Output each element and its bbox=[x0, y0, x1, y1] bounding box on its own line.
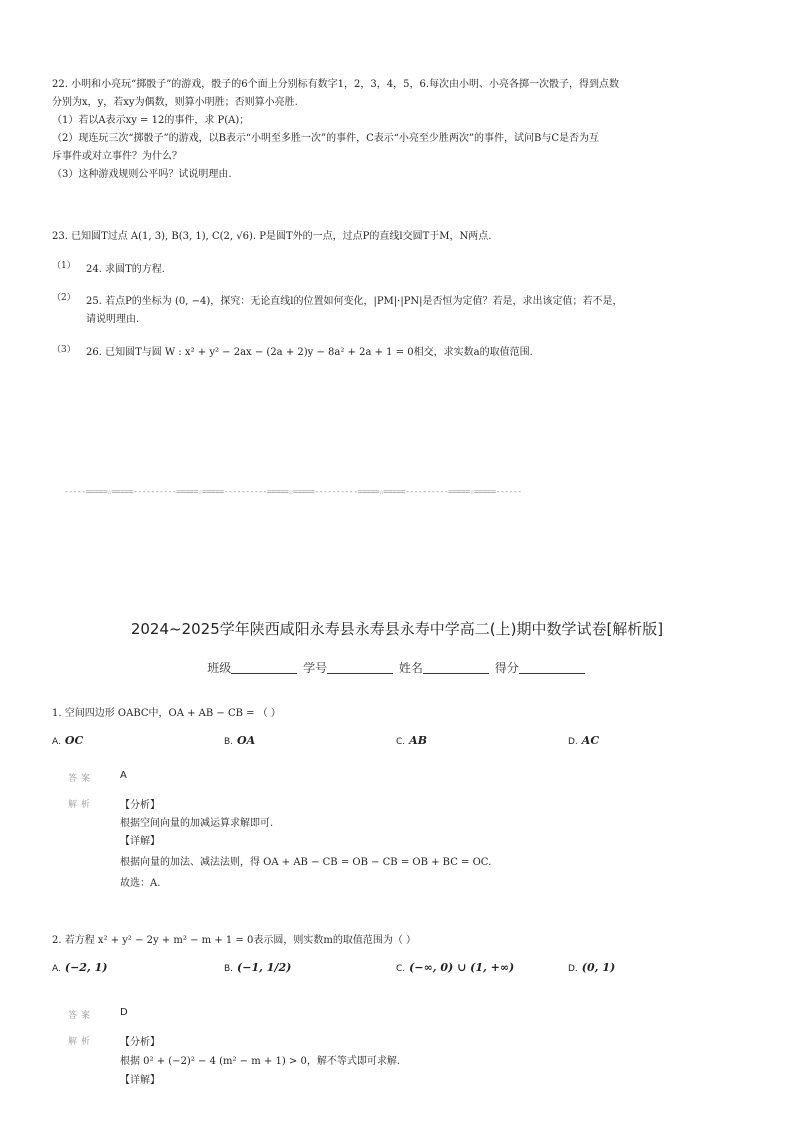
option-text: OA bbox=[237, 734, 256, 747]
q23-sub2-line-1: 25. 若点P的坐标为 (0, −4)，探究：无论直线l的位置如何变化，|PM|·|PN|是否恒为定值？若是，求出该定值；若不是， bbox=[86, 296, 623, 307]
q1-option-b[interactable] bbox=[224, 734, 255, 747]
q22-line-1: 22. 小明和小亮玩“掷骰子”的游戏，骰子的6个面上分别标有数字1，2，3，4，5，6.每次由小明、小亮各掷一次骰子，得到点数 bbox=[52, 79, 620, 90]
q1-analysis-head: 【分析】 bbox=[120, 800, 160, 811]
field-score-blank[interactable] bbox=[519, 661, 585, 674]
option-text: (0, 1) bbox=[581, 961, 616, 974]
student-info-row bbox=[0, 659, 794, 676]
q23-sub1: 24. 求圆T的方程. bbox=[86, 264, 165, 275]
option-text: (−2, 1) bbox=[64, 961, 108, 974]
option-label: B. bbox=[224, 737, 234, 747]
option-label: A. bbox=[52, 964, 61, 974]
q1-analysis-label: 解析 bbox=[68, 800, 95, 810]
q1-analysis-text: 根据空间向量的加减运算求解即可. bbox=[120, 818, 274, 829]
option-text: AC bbox=[581, 734, 600, 747]
q1-detail-text: 根据向量的加法、减法法则，得 OA + AB − CB = OB − CB = OB + BC = OC. bbox=[120, 857, 492, 868]
q1-option-c[interactable] bbox=[396, 734, 427, 747]
q2-analysis-head: 【分析】 bbox=[120, 1037, 160, 1048]
q2-option-d[interactable] bbox=[568, 961, 615, 974]
q23-sub1-number: （1） bbox=[52, 261, 76, 271]
option-label: D. bbox=[568, 964, 578, 974]
field-class-label: 班级 bbox=[207, 661, 232, 675]
q1-conclusion: 故选：A. bbox=[120, 878, 161, 889]
field-class-blank[interactable] bbox=[231, 661, 297, 674]
option-label: D. bbox=[568, 737, 578, 747]
option-text: AB bbox=[409, 734, 427, 747]
q23-stem: 23. 已知圆T过点 A(1, 3), B(3, 1), C(2, √6). P是圆T外的一点，过点P的直线l交圆T于M，N两点. bbox=[52, 231, 492, 242]
q23-sub3: 26. 已知圆T与圆 W : x² + y² − 2ax − (2a + 2)y − 8a² + 2a + 1 = 0相交，求实数a的取值范围. bbox=[86, 347, 533, 358]
option-label: A. bbox=[52, 737, 61, 747]
option-label: C. bbox=[396, 737, 406, 747]
q2-analysis-label: 解析 bbox=[68, 1037, 95, 1047]
field-name-blank[interactable] bbox=[423, 661, 489, 674]
q23-sub2-number: （2） bbox=[52, 293, 76, 303]
option-text: (−1, 1/2) bbox=[237, 961, 292, 974]
field-id-label: 学号 bbox=[303, 661, 328, 675]
q22-line-5: 斥事件或对立事件？为什么？ bbox=[52, 151, 182, 162]
q23-sub2-line-2: 请说明理由. bbox=[86, 314, 140, 325]
q2-analysis-text: 根据 0² + (−2)² − 4 (m² − m + 1) > 0，解不等式即可求解. bbox=[120, 1056, 401, 1067]
q1-answer: A bbox=[120, 770, 127, 781]
option-label: B. bbox=[224, 964, 234, 974]
q1-answer-label: 答案 bbox=[68, 774, 95, 784]
exam-title: 2024~2025学年陕西咸阳永寿县永寿县永寿中学高二(上)期中数学试卷[解析版] bbox=[130, 620, 664, 638]
q2-answer-label: 答案 bbox=[68, 1011, 95, 1021]
field-score-label: 得分 bbox=[494, 661, 519, 675]
q1-option-d[interactable] bbox=[568, 734, 599, 747]
section-separator: -----=====☆=====----------=====☆=====----------=====☆=====----------=====☆=====----------=====☆=====------ bbox=[64, 487, 522, 496]
q1-option-a[interactable] bbox=[52, 734, 83, 747]
option-text: OC bbox=[64, 734, 84, 747]
q23-sub3-number: （3） bbox=[52, 345, 76, 355]
q2-option-b[interactable] bbox=[224, 961, 291, 974]
q2-detail-head: 【详解】 bbox=[120, 1075, 160, 1086]
q22-line-3: （1）若以A表示xy = 12的事件，求 P(A)； bbox=[52, 115, 250, 126]
option-label: C. bbox=[396, 964, 406, 974]
option-text: (−∞, 0) ∪ (1, +∞) bbox=[409, 961, 515, 974]
field-id-blank[interactable] bbox=[327, 661, 393, 674]
q2-answer: D bbox=[120, 1007, 128, 1018]
field-name-label: 姓名 bbox=[398, 661, 423, 675]
q2-option-a[interactable] bbox=[52, 961, 107, 974]
q22-line-4: （2）现连玩三次“掷骰子”的游戏，以B表示“小明至多胜一次”的事件，C表示“小亮至少胜两次”的事件，试问B与C是否为互 bbox=[52, 133, 600, 144]
q1-stem: 1. 空间四边形 OABC中，OA + AB − CB = （ ） bbox=[52, 708, 281, 719]
q22-line-6: （3）这种游戏规则公平吗？试说明理由. bbox=[52, 169, 232, 180]
q22-line-2: 分别为x，y，若xy为偶数，则算小明胜；否则算小亮胜. bbox=[52, 97, 298, 108]
q2-stem: 2. 若方程 x² + y² − 2y + m² − m + 1 = 0表示圆，则实数m的取值范围为（ ） bbox=[52, 935, 416, 946]
q1-detail-head: 【详解】 bbox=[120, 836, 160, 847]
q2-option-c[interactable] bbox=[396, 961, 514, 974]
